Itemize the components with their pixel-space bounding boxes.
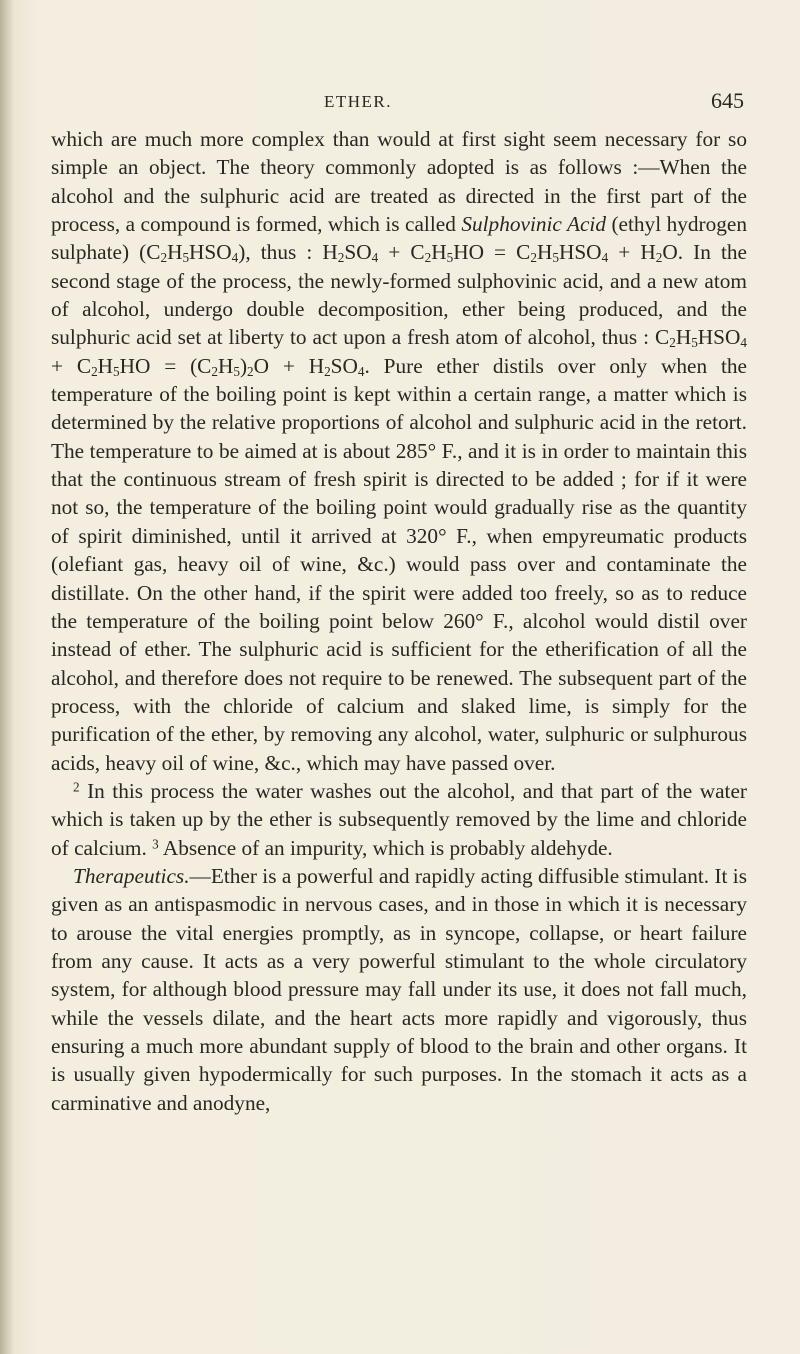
italic-text: Sulphovinic Acid xyxy=(461,212,606,237)
text-run: Absence of an impurity, which is probably aldehyde. xyxy=(158,835,613,860)
running-head: ETHER. xyxy=(324,92,393,111)
text-run: In this process the water washes out the alcohol, and that part of the water which is taken up by the ether is subsequently removed by the lime and chloride of calcium. xyxy=(51,778,747,860)
paragraph-footnotes xyxy=(51,777,747,862)
text-run: . Pure ether distils over only when the temperature of the boiling point is kept within a certain range, a matter which is determined by the relative proportions of alcohol and sulphuric acid in the retort. The temperature to be aimed at is about 285° F., and it is in order to maintain this that the continuous stream of fresh spirit is directed to be added ; for if it were not so, the temperature of the boiling point would gradually rise as the quantity of spirit diminished, until it arrived at 320° F., when empyreumatic products (olefiant gas, heavy oil of wine, &c.) would pass over and contaminate the distillate. On the other hand, if the spirit were added too freely, so as to reduce the temperature of the boiling point below 260° F., alcohol would distil over instead of ether. The sulphuric acid is sufficient for the etherification of all the alcohol, and therefore does not require to be renewed. The subsequent part of the process, with the chloride of calcium and slaked lime, is simply for the purification of the ether, by removing any alcohol, water, sulphuric or sulphurous acids, heavy oil of wine, &c., which may have passed over. xyxy=(51,353,748,775)
text-run: (ethyl hydrogen sulphate) xyxy=(51,212,748,265)
page-number: 645 xyxy=(711,88,744,113)
chemical-formula: $H_2SO_4 + C_2H_5HO = C_2H_5HSO_4 + H_2O$ xyxy=(322,240,678,266)
footnote-marker: 2 xyxy=(73,779,80,795)
page-header xyxy=(324,88,744,114)
text-run: . In the second stage of the process, the newly-formed sulphovinic acid, and a new atom of alcohol, undergo double decomposition, ether being produced, and the sulphuric acid set at liberty to act upon a fresh atom of alcohol, thus : xyxy=(51,240,748,350)
italic-text: Therapeutics. xyxy=(73,863,190,888)
paragraph-therapeutics xyxy=(51,862,747,1117)
page-gutter-shadow xyxy=(0,0,14,1354)
chemical-formula: $(C_2H_5HSO_4)$ xyxy=(139,240,246,266)
text-run: , thus : xyxy=(245,240,323,265)
footnote-marker: 3 xyxy=(152,836,159,851)
text-run: —Ether is a powerful and rapidly acting diffusible stimulant. It is given as an antispasmodic in nervous cases, and in those in which it is necessary to arouse the vital energies promptly, as in syncope, collapse, or heart failure from any cause. It acts as a very powerful stimulant to the whole circulatory system, for although blood pressure may fall under its use, it does not fall much, while the vessels dilate, and the heart acts more rapidly and vigorously, thus ensuring a much more abundant supply of blood to the brain and other organs. It is usually given hypodermically for such purposes. In the stomach it acts as a carminative and anodyne, xyxy=(51,863,747,1115)
paragraph-ether-preparation-theory xyxy=(51,125,747,777)
body-text xyxy=(51,125,747,1117)
chemical-formula: $C_2H_5HSO_4 + C_2H_5HO = (C_2H_5)_2O + H_2SO_4$ xyxy=(51,325,747,379)
text-run: which are much more complex than would at first sight seem necessary for so simple an object. The theory commonly adopted is as follows :—When the alcohol and the sulphuric acid are treated as directed in the first part of the process, a compound is formed, which is called xyxy=(51,127,747,237)
